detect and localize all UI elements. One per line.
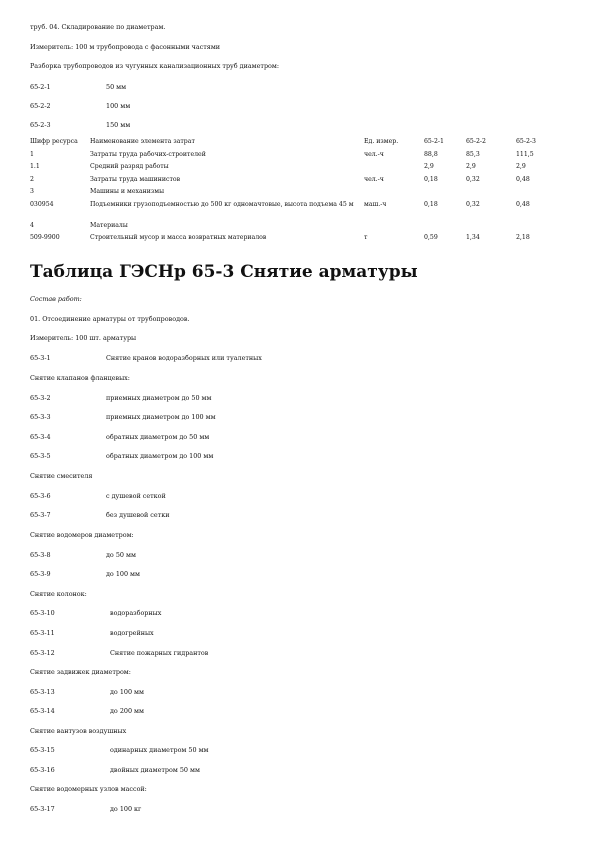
item-description: приемных диаметром до 100 мм: [106, 413, 216, 421]
table-cell: 2,9: [424, 163, 434, 170]
table-cell: [466, 222, 516, 235]
item-description: приемных диаметром до 50 мм: [106, 394, 212, 402]
table-cell: 1: [30, 150, 34, 158]
table-cell: Средний разряд работы: [90, 163, 169, 170]
item-description: 50 мм: [106, 83, 127, 91]
table-cell: 2,18: [516, 234, 530, 241]
item-code: 65-3-6: [30, 492, 51, 500]
table-cell: 0,32: [466, 175, 480, 183]
table-cell: маш.-ч: [364, 200, 387, 208]
group-heading: Снятие смесителя: [30, 472, 93, 480]
table-cell: Материалы: [90, 221, 128, 229]
item-description: Снятие пожарных гидрантов: [110, 649, 209, 657]
table-cell: 0,48: [516, 175, 530, 183]
group-heading: Снятие клапанов фланцевых:: [30, 374, 130, 382]
item-code: 65-3-1: [30, 354, 51, 362]
item-code: 65-3-17: [30, 805, 55, 813]
table-cell: 85,3: [466, 150, 480, 158]
group-heading: Снятие водомеров диаметром:: [30, 531, 134, 539]
table-row: [30, 234, 570, 247]
table-cell: Подъемники грузоподъемностью до 500 кг одномачтовые, высота подъема 45 м: [90, 200, 354, 208]
item-description: одинарных диаметром 50 мм: [110, 746, 209, 754]
table-cell: Затраты труда машинистов: [90, 175, 181, 183]
item-code: 65-3-14: [30, 707, 55, 715]
header-cell: Ед. измер.: [364, 138, 399, 145]
table-cell: 2: [30, 175, 34, 183]
table-row: [30, 163, 570, 176]
item-description: Снятие кранов водоразборных или туалетных: [106, 354, 262, 362]
item-code: 65-3-12: [30, 649, 55, 657]
table-cell: [466, 188, 516, 201]
table-cell: 0,18: [424, 175, 438, 183]
table-cell: 3: [30, 188, 34, 195]
table-cell: 88,8: [424, 150, 438, 158]
item-code: 65-3-4: [30, 433, 51, 441]
table-cell: [424, 188, 466, 201]
item-description: 150 мм: [106, 121, 131, 129]
table-row: [30, 201, 570, 222]
item-code: 65-3-3: [30, 413, 51, 421]
item-code: 65-2-3: [30, 121, 51, 129]
item-description: обратных диаметром до 50 мм: [106, 433, 210, 441]
item-code: 65-3-7: [30, 511, 51, 519]
work-step-line: труб. 04. Складирование по диаметрам.: [30, 23, 166, 31]
table-cell: Затраты труда рабочих-строителей: [90, 150, 206, 158]
item-description: до 50 мм: [106, 551, 136, 559]
item-code: 65-3-15: [30, 746, 55, 754]
item-code: 65-3-2: [30, 394, 51, 402]
table-cell: 509-9900: [30, 234, 60, 241]
table-cell: 0,59: [424, 234, 438, 241]
table-row: [30, 176, 570, 189]
header-cell: 65-2-1: [424, 138, 444, 145]
item-code: 65-3-13: [30, 688, 55, 696]
table-cell: 4: [30, 221, 34, 229]
table-cell: 2,9: [516, 163, 526, 170]
table-cell: чел.-ч: [364, 150, 384, 158]
table-cell: [364, 163, 424, 176]
item-description: до 100 мм: [110, 688, 144, 696]
measure-unit-line: Измеритель: 100 м трубопровода с фасонными частями: [30, 43, 221, 51]
table-cell: [516, 188, 570, 201]
group-heading: Снятие задвижек диаметром:: [30, 668, 131, 676]
table-cell: 0,18: [424, 200, 438, 208]
table-cell: 030954: [30, 200, 54, 208]
item-code: 65-3-8: [30, 551, 51, 559]
item-code: 65-2-2: [30, 102, 51, 110]
table-cell: 2,9: [466, 163, 476, 170]
item-code: 65-3-9: [30, 570, 51, 578]
table-row: [30, 151, 570, 164]
table-cell: [516, 222, 570, 235]
item-code: 65-3-11: [30, 629, 55, 637]
table-cell: 111,5: [516, 150, 534, 158]
header-cell: Шифр ресурса: [30, 138, 78, 145]
work-composition-label: Состав работ:: [30, 295, 82, 303]
measure-unit-line: Измеритель: 100 шт. арматуры: [30, 334, 137, 342]
item-description: обратных диаметром до 100 мм: [106, 452, 214, 460]
header-cell: 65-2-3: [516, 138, 536, 145]
group-heading: Разборка трубопроводов из чугунных канализационных труб диаметром:: [30, 62, 280, 70]
resource-table: [30, 138, 570, 247]
group-heading: Снятие вантузов воздушных: [30, 727, 127, 735]
table-cell: 1.1: [30, 163, 40, 170]
item-description: без душевой сетки: [106, 511, 170, 519]
table-cell: чел.-ч: [364, 175, 384, 183]
section-title: Таблица ГЭСНр 65-3 Снятие арматуры: [30, 262, 418, 282]
item-description: водоразборных: [110, 609, 162, 617]
item-code: 65-3-16: [30, 766, 55, 774]
table-cell: Машины и механизмы: [90, 188, 165, 195]
table-cell: 1,34: [466, 234, 480, 241]
item-description: 100 мм: [106, 102, 131, 110]
item-description: до 100 мм: [106, 570, 140, 578]
group-heading: Снятие колонок:: [30, 590, 87, 598]
work-step-line: 01. Отсоединение арматуры от трубопроводов.: [30, 315, 190, 323]
item-code: 65-3-5: [30, 452, 51, 460]
header-cell: 65-2-2: [466, 138, 486, 145]
item-description: до 100 кг: [110, 805, 142, 813]
table-cell: 0,48: [516, 200, 530, 208]
header-cell: Наименование элемента затрат: [90, 138, 195, 145]
table-row: [30, 222, 570, 235]
item-code: 65-3-10: [30, 609, 55, 617]
table-cell: [364, 222, 424, 235]
table-cell: Строительный мусор и масса возвратных материалов: [90, 234, 267, 241]
table-row: [30, 188, 570, 201]
table-cell: т: [364, 234, 368, 241]
group-heading: Снятие водомерных узлов массой:: [30, 785, 147, 793]
table-header-row: [30, 138, 570, 151]
item-description: до 200 мм: [110, 707, 144, 715]
item-description: с душевой сеткой: [106, 492, 166, 500]
table-cell: 0,32: [466, 200, 480, 208]
table-cell: [424, 222, 466, 235]
table-cell: [364, 188, 424, 201]
item-description: водогрейных: [110, 629, 154, 637]
item-code: 65-2-1: [30, 83, 51, 91]
item-description: двойных диаметром 50 мм: [110, 766, 200, 774]
